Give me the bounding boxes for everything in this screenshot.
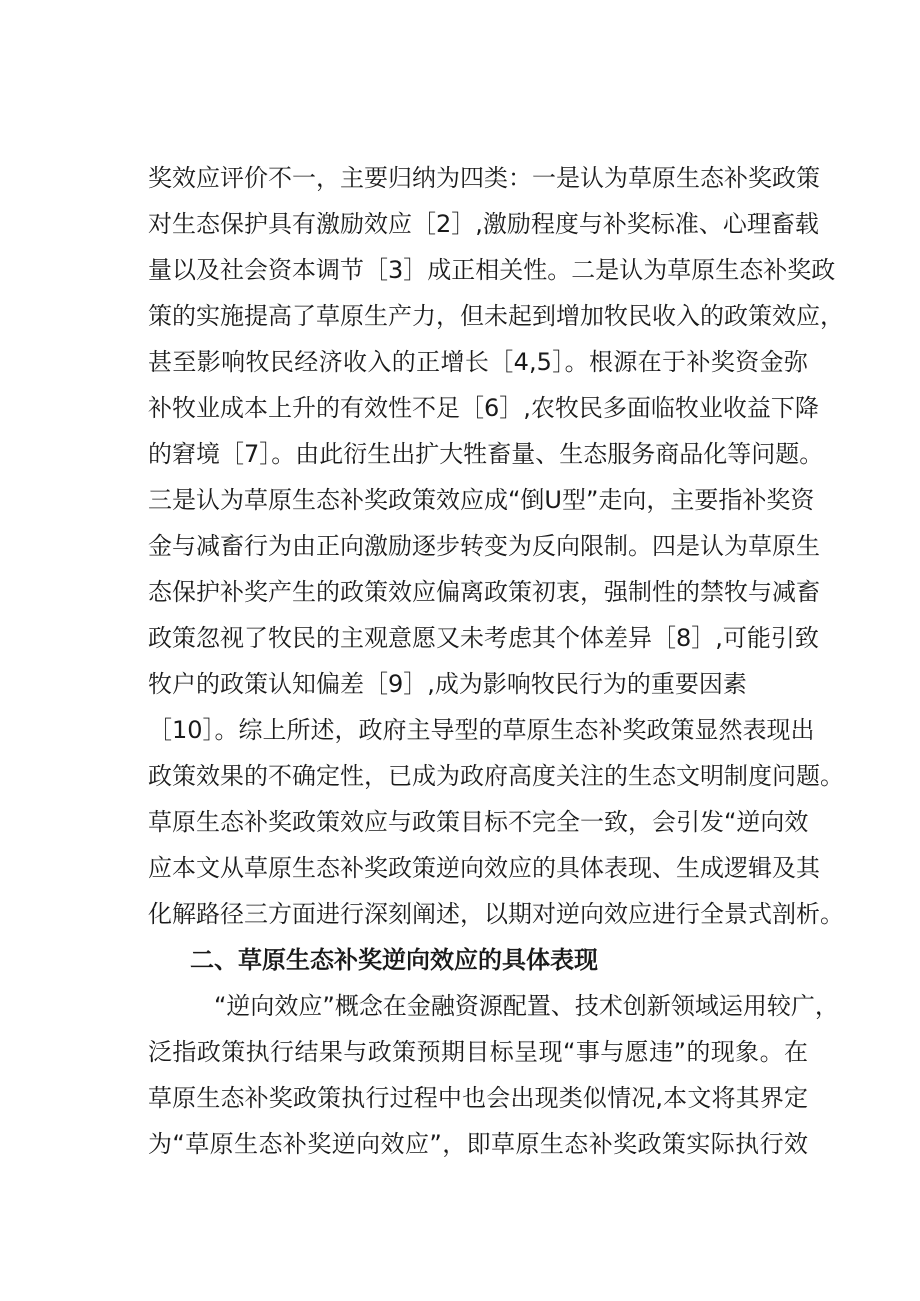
- body-text-line: 化解路径三方面进行深刻阐述，以期对逆向效应进行全景式剖析。: [148, 900, 844, 928]
- body-text-line: 态保护补奖产生的政策效应偏离政策初衷，强制性的禁牧与减畜: [148, 578, 820, 606]
- body-text-line: 甚至影响牧民经济收入的正增长［4,5］。根源在于补奖资金弥: [148, 348, 808, 376]
- body-text-line: 对生态保护具有激励效应［2］,激励程度与补奖标准、心理畜载: [148, 210, 819, 238]
- body-text-line: 泛指政策执行结果与政策预期目标呈现“事与愿违”的现象。在: [148, 1038, 808, 1066]
- body-text-line: 为“草原生态补奖逆向效应”，即草原生态补奖政策实际执行效: [148, 1130, 808, 1158]
- body-text-line: 策的实施提高了草原生产力，但未起到增加牧民收入的政策效应，: [148, 302, 844, 330]
- body-text-line: 奖效应评价不一，主要归纳为四类：一是认为草原生态补奖政策: [148, 164, 820, 192]
- body-text-line: 政策忽视了牧民的主观意愿又未考虑其个体差异［8］,可能引致: [148, 624, 819, 652]
- body-text-line: 三是认为草原生态补奖政策效应成“倒U型”走向，主要指补奖资: [148, 486, 815, 514]
- body-text-line: 牧户的政策认知偏差［9］,成为影响牧民行为的重要因素: [148, 670, 747, 698]
- body-text-line: ［10］。综上所述，政府主导型的草原生态补奖政策显然表现出: [148, 716, 815, 744]
- body-text-line: 草原生态补奖政策执行过程中也会出现类似情况,本文将其界定: [148, 1084, 808, 1112]
- body-text-line: 草原生态补奖政策效应与政策目标不完全一致，会引发“逆向效: [148, 808, 809, 836]
- body-text-line: 量以及社会资本调节［3］成正相关性。二是认为草原生态补奖政: [148, 256, 836, 284]
- body-text-line: 金与减畜行为由正向激励逐步转变为反向限制。四是认为草原生: [148, 532, 820, 560]
- body-text-line: 补牧业成本上升的有效性不足［6］,农牧民多面临牧业收益下降: [148, 394, 819, 422]
- section-heading: 二、草原生态补奖逆向效应的具体表现: [190, 946, 598, 974]
- body-text-line: 应本文从草原生态补奖政策逆向效应的具体表现、生成逻辑及其: [148, 854, 820, 882]
- body-text-line: “逆向效应”概念在金融资源配置、技术创新领域运用较广，: [214, 992, 839, 1020]
- body-text-line: 的窘境［7］。由此衍生出扩大牲畜量、生态服务商品化等问题。: [148, 440, 824, 468]
- body-text-line: 政策效果的不确定性，已成为政府高度关注的生态文明制度问题。: [148, 762, 844, 790]
